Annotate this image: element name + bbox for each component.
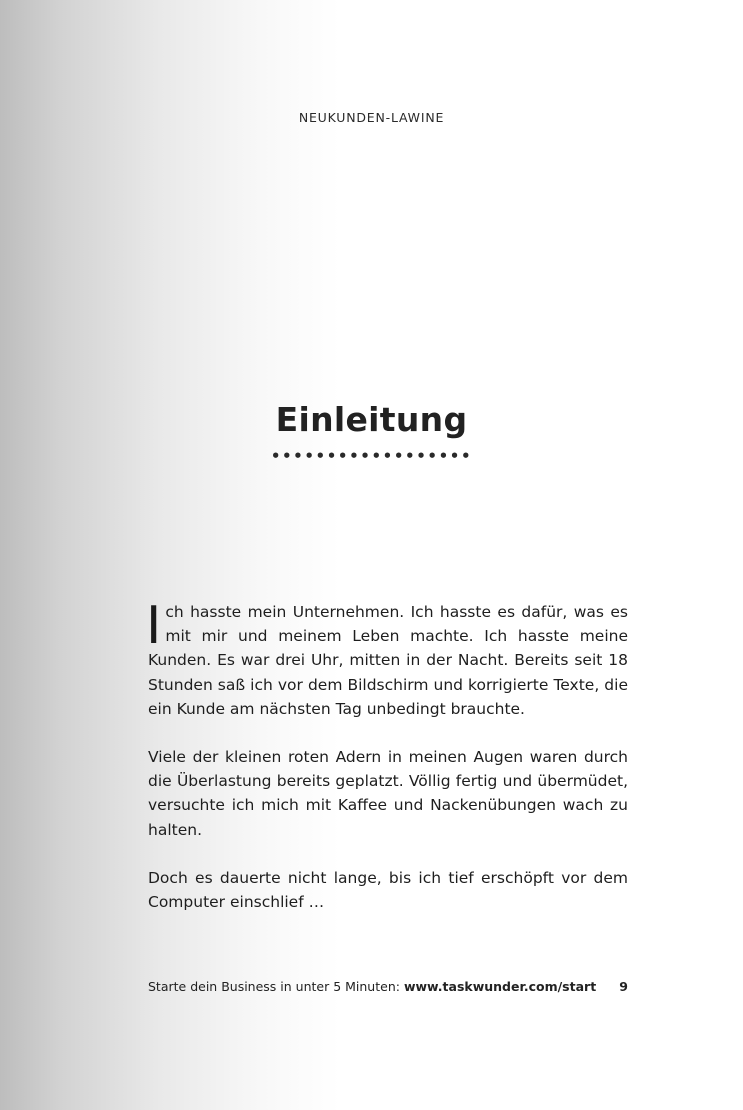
paragraph-1 (146, 596, 628, 721)
dropcap: I (146, 596, 162, 656)
chapter-title: Einleitung (275, 400, 468, 439)
paragraph-2: Viele der kleinen roten Adern in meinen Augen waren durch die Überlastung bereits geplatzt. Völlig fertig und übermüdet, versuchte ich mich mit Kaffee und Nackenübungen wach zu halten. (148, 748, 628, 839)
running-header: NEUKUNDEN-LAWINE (298, 110, 445, 125)
footer-url: www.taskwunder.com/start (403, 979, 597, 994)
paragraph-3: Doch es dauerte nicht lange, bis ich tief erschöpft vor dem Computer einschlief … (148, 868, 628, 912)
title-divider-dots: •••••••••••••••••• (270, 447, 473, 465)
footer-text: Starte dein Business in unter 5 Minuten: (148, 979, 404, 994)
paragraph-1-text: ch hasste mein Unternehmen. Ich hasste es dafür, was es mit mir und meinem Leben machte. Ich hasste meine Kunden. Es war drei Uhr, mitten in der Nacht. Bereits seit 18 Stunden saß ich vor dem Bildschirm und korrigierte Texte, die ein Kunde am nächsten Tag unbedingt brauchte. (148, 603, 628, 718)
body-text (146, 596, 628, 938)
page-footer (148, 979, 628, 994)
page-number: 9 (619, 979, 628, 994)
